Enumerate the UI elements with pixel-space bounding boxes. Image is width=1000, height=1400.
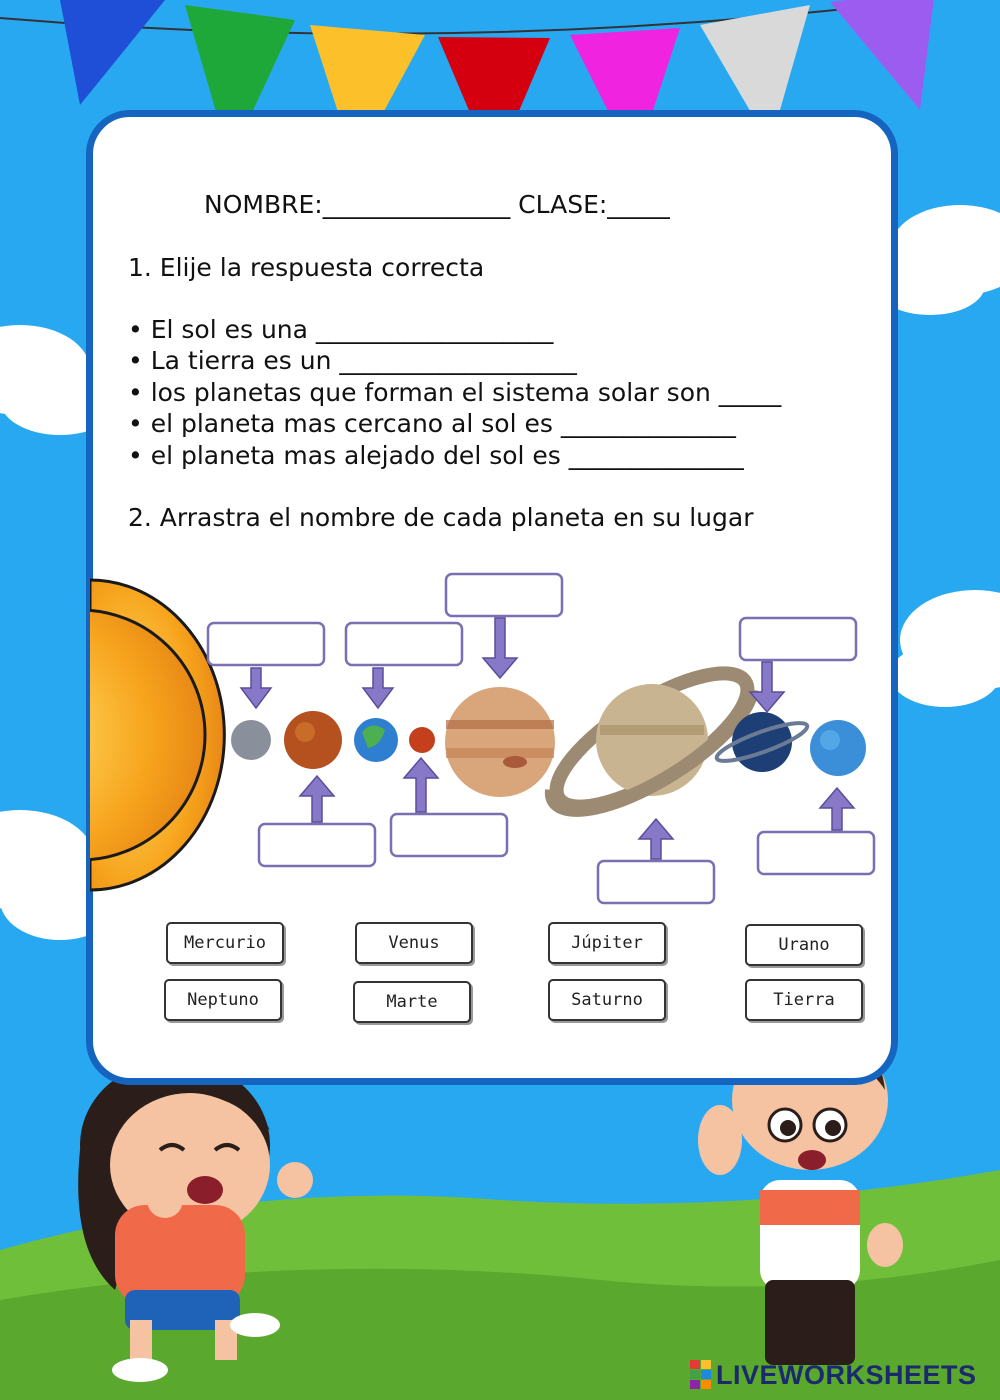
arrow-down-3 xyxy=(483,618,517,678)
option-tierra[interactable]: Tierra xyxy=(745,979,863,1021)
drop-box-1 xyxy=(208,623,324,665)
option-urano[interactable]: Urano xyxy=(745,924,863,966)
drop-box-3 xyxy=(446,574,562,616)
arrow-up-2 xyxy=(404,758,438,812)
drop-box-2 xyxy=(346,623,462,665)
arrow-up-1 xyxy=(300,776,334,822)
option-venus[interactable]: Venus xyxy=(355,922,473,964)
statement-1: • El sol es una ___________________ xyxy=(128,315,554,344)
arrow-up-4 xyxy=(820,788,854,830)
drop-box-7 xyxy=(598,861,714,903)
arrow-down-2 xyxy=(363,668,393,708)
drop-box-4 xyxy=(740,618,856,660)
liveworksheets-logo xyxy=(690,1358,977,1392)
logo-text: LIVEWORKSHEETS xyxy=(716,1359,977,1390)
statement-4: • el planeta mas cercano al sol es ______________ xyxy=(128,409,736,438)
option-neptuno[interactable]: Neptuno xyxy=(164,979,282,1021)
option-jupiter[interactable]: Júpiter xyxy=(548,922,666,964)
arrow-up-3 xyxy=(639,819,673,859)
option-mercurio[interactable]: Mercurio xyxy=(166,922,284,964)
statement-2: • La tierra es un ___________________ xyxy=(128,346,577,375)
statement-5: • el planeta mas alejado del sol es ______________ xyxy=(128,441,744,470)
saturn-planet xyxy=(539,649,766,830)
logo-icon xyxy=(690,1360,712,1390)
option-saturno[interactable]: Saturno xyxy=(548,979,666,1021)
drop-box-8 xyxy=(758,832,874,874)
drop-box-5 xyxy=(259,824,375,866)
arrow-down-1 xyxy=(241,668,271,708)
option-marte[interactable]: Marte xyxy=(353,981,471,1023)
question-1-title: 1. Elije la respuesta correcta xyxy=(128,253,485,282)
mars-planet xyxy=(409,727,435,753)
solar-system-diagram xyxy=(90,550,900,920)
uranus-planet xyxy=(810,720,866,776)
name-class-header: NOMBRE:_______________ CLASE:_____ xyxy=(204,190,670,219)
question-2-title: 2. Arrastra el nombre de cada planeta en su lugar xyxy=(128,503,754,532)
mercury-planet xyxy=(231,720,271,760)
statement-3: • los planetas que forman el sistema solar son _____ xyxy=(128,378,782,407)
venus-planet xyxy=(284,711,342,769)
jupiter-planet xyxy=(445,687,555,797)
arrow-down-4 xyxy=(750,662,784,712)
drop-box-6 xyxy=(391,814,507,856)
